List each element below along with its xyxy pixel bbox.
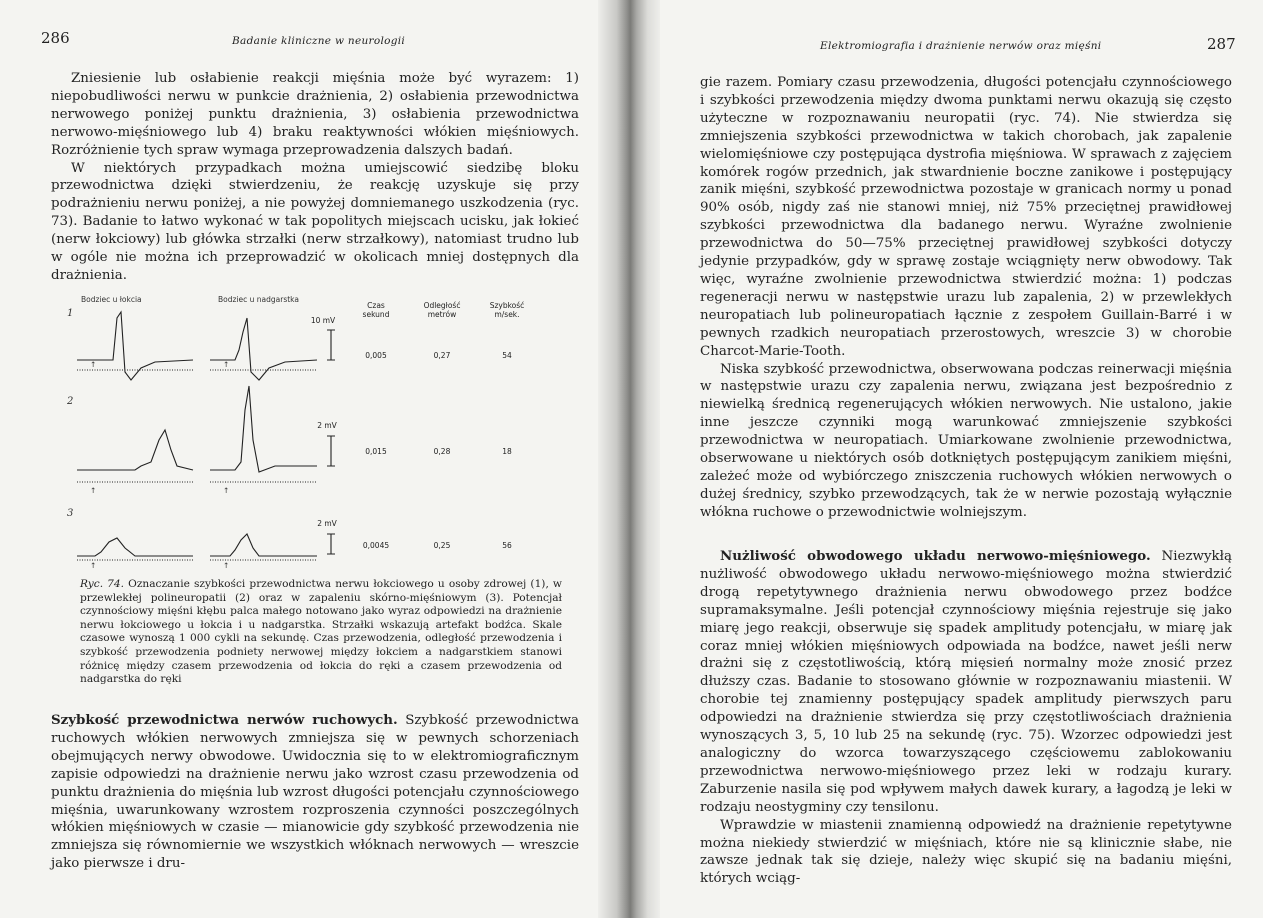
speed-3: 56	[502, 541, 512, 550]
trace-row-2	[77, 386, 335, 482]
book-gutter	[598, 0, 660, 918]
col-header-speed: Szybkość	[489, 301, 525, 310]
col-header-distance-unit: metrów	[427, 310, 457, 319]
col-header-time-unit: sekund	[362, 310, 390, 319]
col-header-elbow: Bodziec u łokcia	[81, 295, 142, 304]
stimulus-arrow-icon: ↑	[90, 561, 97, 570]
section-text: Niezwykłą nużliwość obwodowego układu nerwowo-mięśniowego można stwierdzić drogą repetytywnego drażnienia nerwu obwodowego przez bodźce supramaksymalne. Jeśli potencjał czynnościowy mięśnia rejestruje się jako miarę jego reakcji, obserwuje się spadek amplitudy potencjału, w miarę jak coraz mniej włókien mięśniowych odpowiada na bodźce, nawet jeśli nerw drażni się z częstotliwością, którą mięsień normalny może znosić przez dłuższy czas. Badanie to stosowano głównie w rozpoznawaniu miastenii. W chorobie tej znamienny postępujący spadek amplitudy pierwszych paru odpowiedzi na drażnienie stwierdza się przy częstotliwościach drażnienia wynoszących 3, 5, 10 lub 25 na sekundę (ryc. 75). Wzorzec odpowiedzi jest analogiczny do wzorca towarzyszącego częściowemu zablokowaniu przewodnictwa nerwowo-mięśniowego przez leki w rodzaju kurary. Zaburzenie nasila się pod wpływem małych dawek kurary, a łagodzą je leki w rodzaju neostygminy czy tensilonu.	[700, 549, 1232, 815]
paragraph: W niektórych przypadkach można umiejscowić siedzibę bloku przewodnictwa dzięki stwierdzeniu, że reakcję uzyskuje się przy podrażnieniu nerwu poniżej, a nie powyżej domniemanego uszkodzenia (ryc. 73). Badanie to łatwo wykonać w tak popolitych miejscach ucisku, jak łokieć (nerw łokciowy) lub główka strzałki (nerw strzałkowy), natomiast trudno lub w ogóle nie można ich przeprowadzić w okolicach mniej dostępnych dla drażnienia.	[51, 160, 579, 283]
left-section	[51, 712, 579, 873]
scale-label-1: 10 mV	[310, 316, 336, 325]
stimulus-arrow-icon: ↑	[90, 360, 97, 369]
left-intro-text	[51, 70, 579, 285]
col-header-time: Czas	[367, 301, 385, 310]
caption-label: Ryc. 74.	[80, 578, 125, 590]
left-page	[0, 0, 600, 918]
paragraph: Zniesienie lub osłabienie reakcji mięśnia może być wyrazem: 1) niepobudliwości nerwu w punkcie drażnienia, 2) osłabienia przewodnictwa nerwowego poniżej punktu drażnienia, 3) osłabienia przewodnictwa nerwowo-mięśniowego lub 4) braku reaktywności włókien mięśniowych. Rozróżnienie tych spraw wymaga przeprowadzenia dalszych badań.	[51, 71, 579, 158]
stimulus-arrow-icon: ↑	[223, 486, 230, 495]
right-main-text	[700, 74, 1232, 522]
page-number-left: 286	[41, 29, 70, 47]
waveform-wrist-1	[210, 318, 317, 380]
row-label-3: 3	[67, 508, 74, 519]
row-label-2: 2	[67, 396, 74, 407]
col-header-speed-unit: m/sek.	[494, 310, 520, 319]
distance-3: 0,25	[433, 541, 451, 550]
col-header-wrist: Bodziec u nadgarstka	[218, 295, 299, 304]
running-head-right: Elektromiografia i drażnienie nerwów oraz mięśni	[820, 40, 1102, 52]
stimulus-arrow-icon: ↑	[223, 360, 230, 369]
stimulus-arrow-icon: ↑	[90, 486, 97, 495]
waveform-wrist-3	[210, 534, 317, 556]
distance-2: 0,28	[433, 447, 451, 456]
paragraph: gie razem. Pomiary czasu przewodzenia, długości potencjału czynnościowego i szybkości przewodzenia między dwoma punktami nerwu okazują się często użyteczne w rozpoznawaniu neuropatii (ryc. 74). Nie stwierdza się zmniejszenia szybkości przewodnictwa w takich chorobach, jak zapalenie wielomięśniowe czy postępująca dystrofia mięśniowa. W sprawach z zajęciem komórek rogów przednich, jak stwardnienie boczne zanikowe i postępujący zanik mięśni, szybkość przewodnictwa pozostaje w granicach normy u ponad 90% osób, nigdy zaś nie stanowi mniej, niż 75% przeciętnej prawidłowej szybkości przewodnictwa dla badanego nerwu. Wyraźne zwolnienie przewodnictwa do 50—75% przeciętnej prawidłowej szybkości dotyczy jedynie przypadków, gdy w sprawę zostaje wciągnięty nerw obwodowy. Tak więc, wyraźne zwolnienie przewodnictwa stwierdzić można: 1) podczas regeneracji nerwu w następstwie urazu lub zapalenia, 2) w przewlekłych neuropatiach lub polineuropatiach łącznie z zespołem Guillain-Barré i w pewnych rzadkich neuropatiach przerostowych, wreszcie 3) w chorobie Charcot-Marie-Tooth.	[700, 75, 1232, 359]
figure-74	[55, 290, 555, 580]
caption-text: Oznaczanie szybkości przewodnictwa nerwu łokciowego u osoby zdrowej (1), w przewlekłej polineuropatii (2) oraz w zapaleniu skórno-mięśniowym (3). Potencjał czynnościowy mięśni kłębu palca małego notowano jako wyraz odpowiedzi na drażnienie nerwu łokciowego u łokcia i u nadgarstka. Strzałki wskazują artefakt bodźca. Skale czasowe wynoszą 1 000 cykli na sekundę. Czas przewodzenia, odległość przewodzenia i szybkość przewodzenia podniety nerwowej między łokciem a nadgarstkiem stanowi różnicę między czasem przewodzenia od łokcia do ręki a czasem przewodzenia od nadgarstka do ręki	[80, 578, 562, 686]
col-header-distance: Odległość	[423, 301, 461, 310]
paragraph: Niska szybkość przewodnictwa, obserwowana podczas reinerwacji mięśnia w następstwie urazu czy zapalenia nerwu, związana jest bezpośrednio z niewielką średnicą regenerujących włókien nerwowych. Nie ustalono, jakie inne jeszcze czynniki mogą warunkować zmniejszenie szybkości przewodnictwa w neuropatiach. Umiarkowane zwolnienie przewodnictwa, obserwowane u niektórych osób dotkniętych postępującym zanikiem mięśni, zależeć może od wybiórczego zniszczenia ruchowych włókien nerwowych o dużej średnicy, szybko przewodzących, tak że w nerwie pozostają wyłącznie włókna ruchowe o przewodnictwie wolniejszym.	[700, 361, 1232, 520]
page-number-right: 287	[1207, 35, 1236, 53]
speed-1: 54	[502, 351, 512, 360]
paragraph: Wprawdzie w miastenii znamienną odpowiedź na drażnienie repetytywne można niekiedy stwierdzić w mięśniach, które nie są klinicznie słabe, nie zawsze jednak tak się dzieje, należy więc skupić się na badaniu mięśni, których wciąg-	[700, 817, 1232, 887]
waveform-wrist-2	[210, 386, 317, 472]
running-head-left: Badanie kliniczne w neurologii	[232, 35, 406, 47]
time-1: 0,005	[365, 351, 387, 360]
row-label-1: 1	[67, 308, 74, 319]
scale-bar-1	[327, 330, 335, 360]
waveform-elbow-2	[77, 430, 193, 470]
right-page	[660, 0, 1263, 918]
section-heading: Szybkość przewodnictwa nerwów ruchowych.	[51, 712, 398, 728]
waveform-elbow-3	[77, 538, 193, 556]
scale-label-3: 2 mV	[317, 519, 337, 528]
scale-bar-2	[327, 436, 335, 466]
scale-label-2: 2 mV	[317, 421, 337, 430]
figure-caption	[80, 578, 562, 687]
time-2: 0,015	[365, 447, 387, 456]
speed-2: 18	[502, 447, 512, 456]
trace-row-3	[77, 534, 335, 560]
time-3: 0,0045	[362, 541, 390, 550]
distance-1: 0,27	[433, 351, 451, 360]
trace-row-1	[77, 312, 335, 380]
right-section	[700, 548, 1232, 888]
section-heading: Nużliwość obwodowego układu nerwowo-mięśniowego.	[720, 548, 1151, 564]
section-text: Szybkość przewodnictwa ruchowych włókien nerwowych zmniejsza się w pewnych schorzeniach obejmujących nerwy obwodowe. Uwidocznia się to w elektromiograficznym zapisie odpowiedzi na drażnienie nerwu jako wzrost czasu przewodzenia od punktu drażnienia do mięśnia lub wzrost długości potencjału czynnościowego mięśnia, uwarunkowany wzrostem rozproszenia czynności poszczególnych włókien mięśniowych w czasie — mianowicie gdy szybkość przewodzenia nie zmniejsza się równomiernie we wszystkich włóknach nerwowych — wreszcie jako pierwsze i dru-	[51, 713, 579, 872]
scale-bar-3	[327, 534, 335, 554]
stimulus-arrow-icon: ↑	[223, 561, 230, 570]
